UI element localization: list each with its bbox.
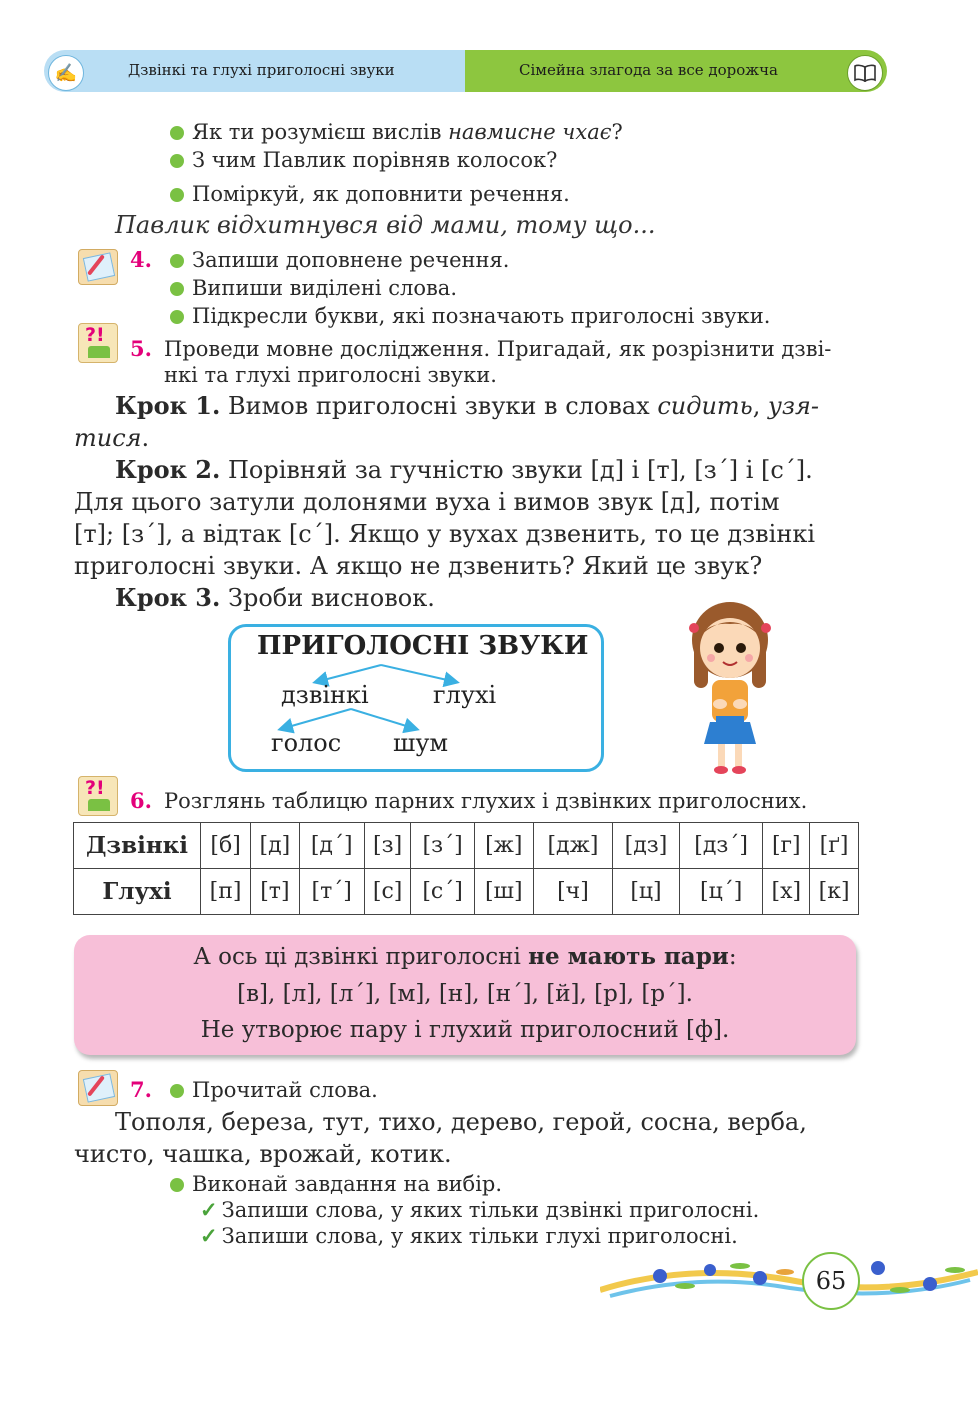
note-line-3: Не утворює пару і глухий приголосний [ф].: [200, 1017, 730, 1043]
research-task-icon: ?!: [78, 776, 118, 816]
diagram-voiced: дзвінкі: [281, 681, 369, 709]
table-cell: [б]: [201, 823, 251, 869]
diagram-noise: шум: [393, 729, 449, 757]
table-cell: [дз]: [613, 823, 680, 869]
table-cell: [ц]: [613, 869, 680, 915]
consonant-pairs-table: [73, 822, 859, 915]
table-cell: [з´]: [411, 823, 474, 869]
write-task-icon: [78, 249, 118, 285]
table-cell: [з]: [364, 823, 411, 869]
task-7-words: Тополя, береза, тут, тихо, дерево, герой, сосна, верба,: [115, 1108, 807, 1136]
task-5-number: 5.: [130, 336, 152, 361]
question-1: Як ти розумієш вислів навмисне чхає?: [170, 118, 623, 146]
task-7-number: 7.: [130, 1077, 152, 1102]
step-2-line: приголосні звуки. А якщо не дзвенить? Який це звук?: [74, 552, 763, 580]
table-cell: [т´]: [299, 869, 364, 915]
research-task-icon: ?!: [78, 323, 118, 363]
bullet-icon: [170, 188, 184, 202]
task-4-item: Випиши виділені слова.: [170, 274, 457, 302]
bullet-icon: [170, 1084, 184, 1098]
diagram-voice: голос: [271, 729, 342, 757]
task-7-words-cont: чисто, чашка, врожай, котик.: [74, 1140, 452, 1168]
step-2-line: [т]; [з´], а відтак [с´]. Якщо у вухах дзвенить, то це дзвінкі: [74, 520, 816, 548]
consonants-diagram: [228, 624, 604, 772]
table-header-voiced: Дзвінкі: [74, 823, 201, 869]
step-1: Крок 1. Вимов приголосні звуки в словах сидить, узя-: [115, 391, 819, 420]
page-number: 65: [802, 1252, 860, 1310]
table-cell: [дз´]: [679, 823, 763, 869]
write-task-icon: [78, 1070, 118, 1106]
table-cell: [ш]: [474, 869, 533, 915]
unpaired-consonants-note: [74, 935, 856, 1055]
table-cell: [ж]: [474, 823, 533, 869]
header-unit-title: Сімейна злагода за все дорожча: [519, 61, 778, 79]
task-6-text: Розглянь таблицю парних глухих і дзвінких приголосних.: [164, 789, 808, 813]
bullet-icon: [170, 254, 184, 268]
task-7-intro: Прочитай слова.: [170, 1076, 378, 1104]
book-icon: [847, 55, 883, 91]
pen-icon: ✍: [48, 55, 84, 91]
table-cell: [ц´]: [679, 869, 763, 915]
bullet-icon: [170, 154, 184, 168]
task-7-choice: Виконай завдання на вибір.: [170, 1170, 502, 1198]
table-cell: [ч]: [533, 869, 612, 915]
table-cell: [х]: [763, 869, 810, 915]
table-cell: [с´]: [411, 869, 474, 915]
table-row-voiced: [74, 823, 859, 869]
example-sentence: Павлик відхитнувся від мами, тому що...: [115, 211, 656, 239]
step-2-line: Для цього затули долонями вуха і вимов звук [д], потім: [74, 488, 780, 516]
table-cell: [дж]: [533, 823, 612, 869]
step-2: Крок 2. Порівняй за гучністю звуки [д] і [т], [з´] і [с´].: [115, 455, 813, 484]
table-cell: [п]: [201, 869, 251, 915]
step-3: Крок 3. Зроби висновок.: [115, 583, 435, 612]
question-3: Поміркуй, як доповнити речення.: [170, 180, 570, 208]
task-6-number: 6.: [130, 788, 152, 813]
header-section-title: Дзвінкі та глухі приголосні звуки: [128, 61, 395, 79]
table-cell: [д]: [251, 823, 299, 869]
task-4-item: Запиши доповнене речення.: [170, 246, 509, 274]
table-row-voiceless: [74, 869, 859, 915]
task-7-option: ✓ Запиши слова, у яких тільки глухі приголосні.: [200, 1223, 738, 1248]
checkmark-icon: ✓: [200, 1197, 218, 1222]
question-2: З чим Павлик порівняв колосок?: [170, 146, 557, 174]
task-4-number: 4.: [130, 247, 152, 272]
table-cell: [к]: [810, 869, 859, 915]
bullet-icon: [170, 126, 184, 140]
task-4-item: Підкресли букви, які позначають приголосні звуки.: [170, 302, 770, 330]
table-cell: [ґ]: [810, 823, 859, 869]
girl-illustration: [680, 598, 780, 778]
task-5-text-cont: нкі та глухі приголосні звуки.: [164, 363, 497, 387]
task-7-option: ✓ Запиши слова, у яких тільки дзвінкі приголосні.: [200, 1197, 760, 1222]
table-cell: [г]: [763, 823, 810, 869]
table-header-voiceless: Глухі: [74, 869, 201, 915]
task-5-text: Проведи мовне дослідження. Пригадай, як розрізнити дзві-: [164, 337, 832, 361]
checkmark-icon: ✓: [200, 1223, 218, 1248]
note-line-1: А ось ці дзвінкі приголосні не мають пари:: [193, 943, 737, 970]
bullet-icon: [170, 282, 184, 296]
bullet-icon: [170, 310, 184, 324]
table-cell: [д´]: [299, 823, 364, 869]
diagram-voiceless: глухі: [433, 681, 497, 709]
table-cell: [с]: [364, 869, 411, 915]
floral-ornament-icon: [600, 1240, 978, 1320]
bullet-icon: [170, 1178, 184, 1192]
note-line-2: [в], [л], [л´], [м], [н], [н´], [й], [р], [р´].: [237, 981, 693, 1007]
diagram-title: ПРИГОЛОСНІ ЗВУКИ: [257, 631, 589, 661]
step-1-cont: тися.: [74, 424, 150, 452]
table-cell: [т]: [251, 869, 299, 915]
